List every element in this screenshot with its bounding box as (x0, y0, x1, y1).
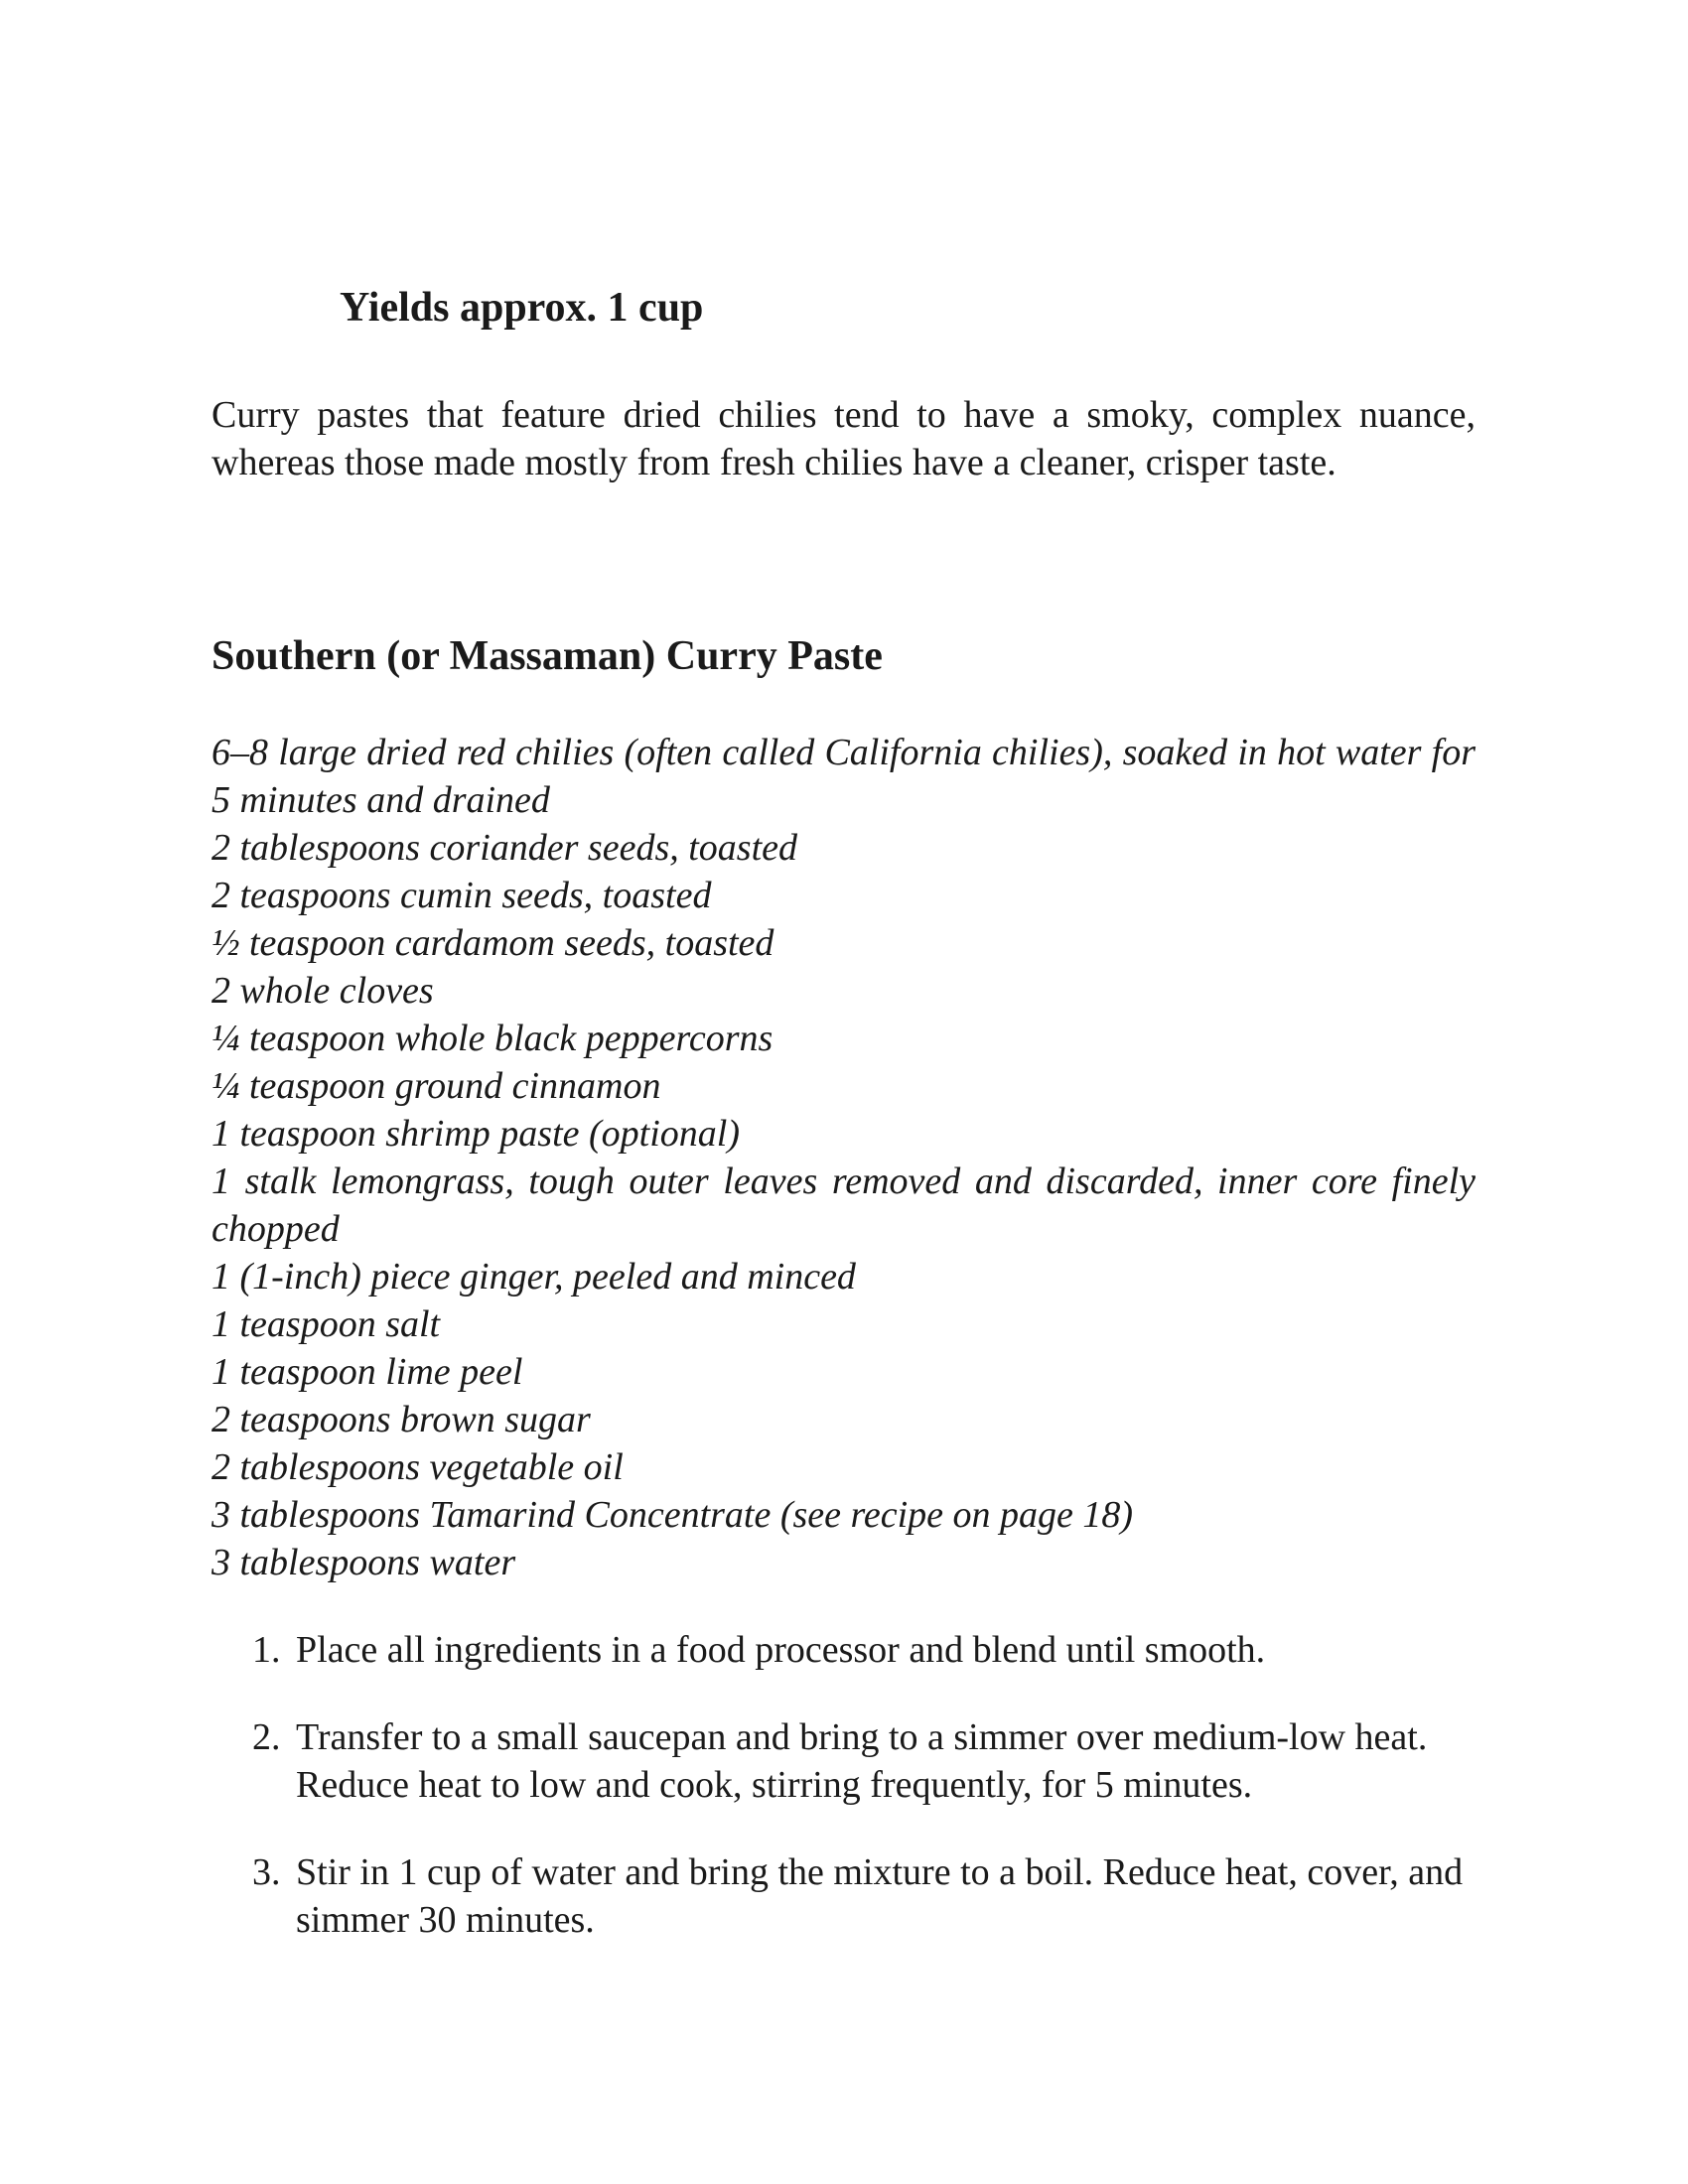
ingredient-item: 1 teaspoon salt (211, 1303, 441, 1345)
ingredient-item: ¼ teaspoon ground cinnamon (211, 1065, 661, 1107)
ingredient-item: ½ teaspoon cardamom seeds, toasted (211, 922, 774, 964)
step-item (252, 1626, 1476, 1674)
instruction-steps (252, 1626, 1476, 1983)
step-text: Stir in 1 cup of water and bring the mixture to a boil. Reduce heat, cover, and simmer 30 minutes. (296, 1851, 1464, 1941)
step-text: Place all ingredients in a food processor and blend until smooth. (296, 1629, 1266, 1671)
step-item (252, 1848, 1476, 1944)
ingredient-item: 2 teaspoons brown sugar (211, 1399, 591, 1440)
ingredient-item: 2 tablespoons vegetable oil (211, 1446, 624, 1488)
ingredient-item: ¼ teaspoon whole black peppercorns (211, 1018, 774, 1059)
ingredient-item: 1 teaspoon lime peel (211, 1351, 523, 1393)
step-text: Transfer to a small saucepan and bring to a simmer over medium-low heat. Reduce heat to low and cook, stirring frequently, for 5 minutes. (296, 1716, 1428, 1806)
ingredient-item: 2 teaspoons cumin seeds, toasted (211, 875, 712, 916)
ingredient-item: 1 teaspoon shrimp paste (optional) (211, 1113, 740, 1155)
intro-paragraph: Curry pastes that feature dried chilies tend to have a smoky, complex nuance, whereas those made mostly from fresh chilies have a cleaner, crisper taste. (211, 394, 1476, 483)
ingredient-item: 6–8 large dried red chilies (often called California chilies), soaked in hot water for 5 minutes and drained (211, 732, 1476, 821)
ingredient-item: 3 tablespoons water (211, 1542, 516, 1583)
ingredient-item: 3 tablespoons Tamarind Concentrate (see recipe on page 18) (211, 1494, 1134, 1536)
recipe-title: Southern (or Massaman) Curry Paste (211, 633, 883, 679)
ingredient-item: 1 (1-inch) piece ginger, peeled and minced (211, 1256, 856, 1297)
step-number: 2. (252, 1716, 281, 1758)
yields-heading: Yields approx. 1 cup (340, 285, 704, 331)
ingredient-item: 2 tablespoons coriander seeds, toasted (211, 827, 798, 869)
ingredient-item: 2 whole cloves (211, 970, 434, 1012)
step-number: 1. (252, 1629, 281, 1671)
ingredient-list (211, 729, 1476, 1586)
step-number: 3. (252, 1851, 281, 1893)
step-item (252, 1713, 1476, 1809)
ingredient-item: 1 stalk lemongrass, tough outer leaves removed and discarded, inner core finely chopped (211, 1160, 1476, 1250)
